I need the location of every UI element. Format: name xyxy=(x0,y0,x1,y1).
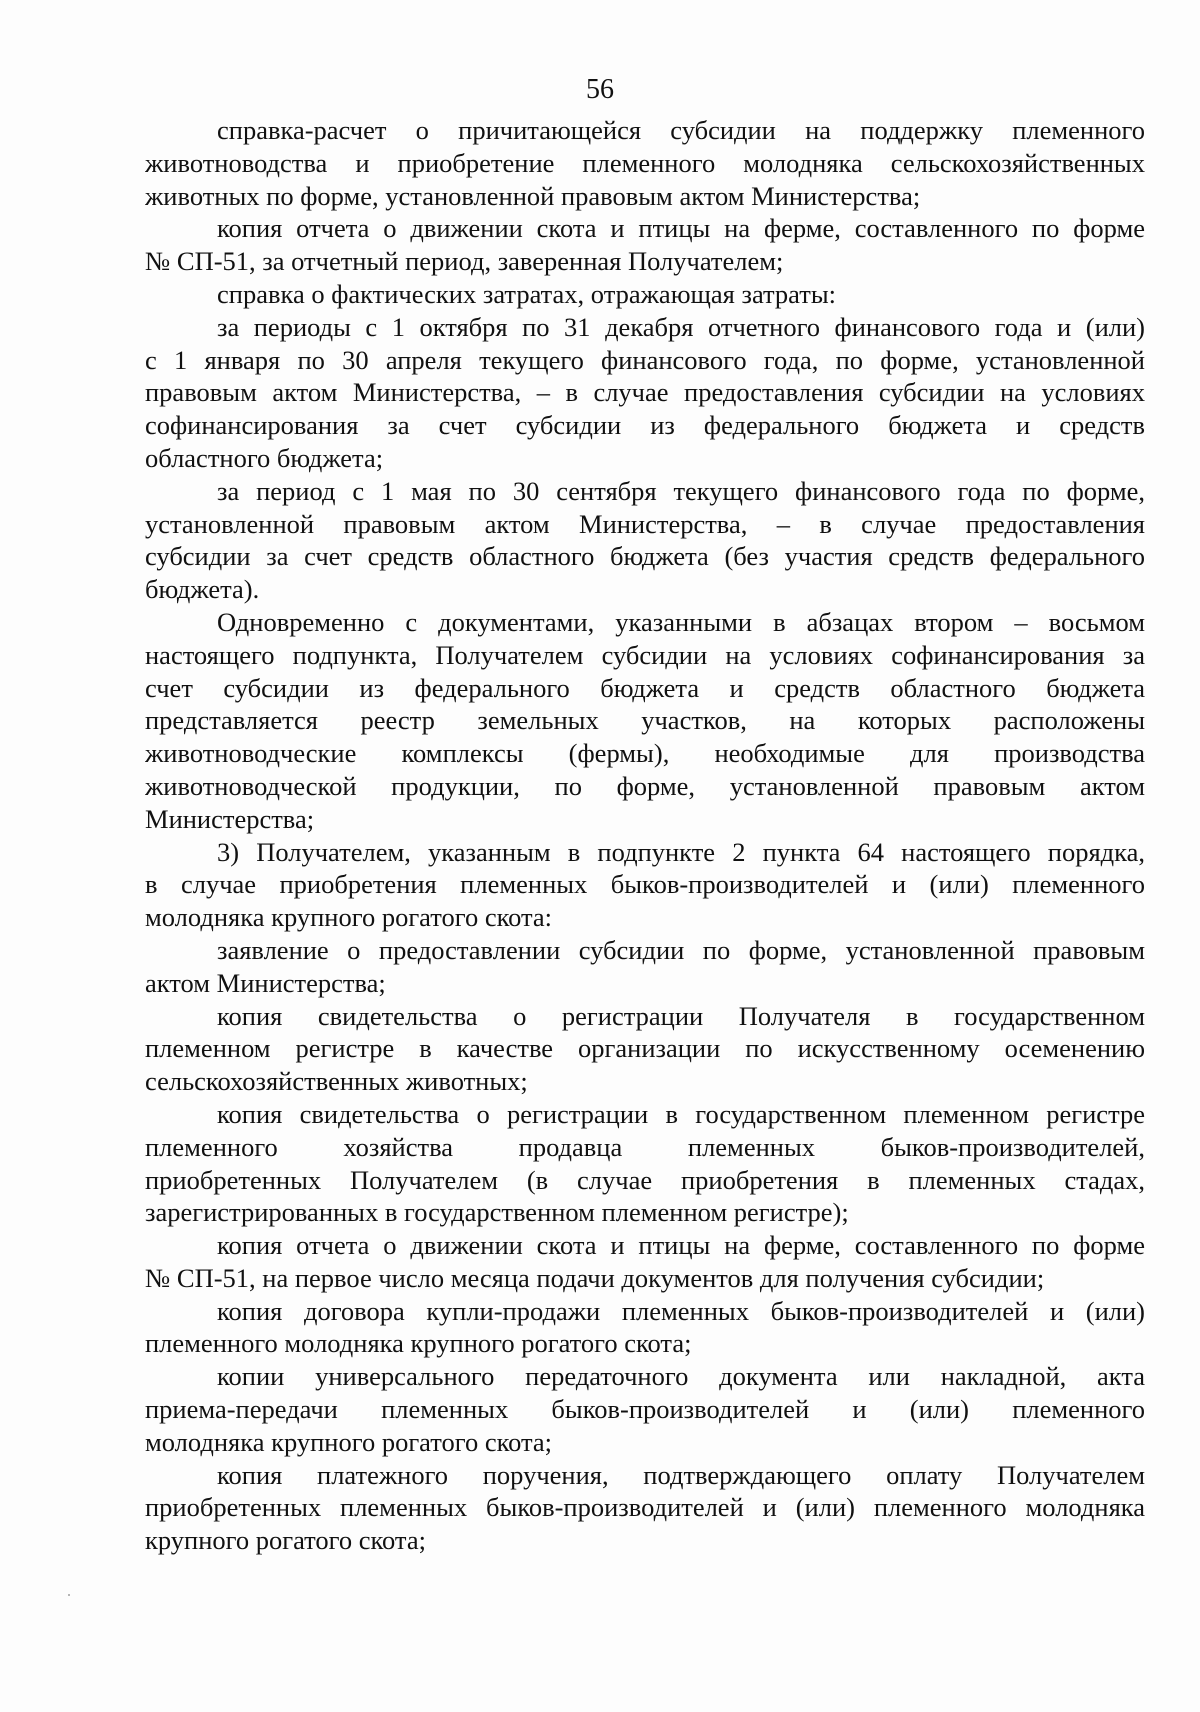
text-line: 3) Получателем, указанным в подпункте 2 пункта 64 настоящего порядка, xyxy=(217,836,1145,867)
paragraph xyxy=(145,278,1145,311)
text-line: племенного хозяйства продавца племенных быков-производителей, xyxy=(145,1131,1145,1162)
text-line: приема-передачи племенных быков-производителей и (или) племенного xyxy=(145,1394,1145,1425)
paragraph xyxy=(145,836,1145,934)
paragraph xyxy=(145,606,1145,836)
text-line: крупного рогатого скота; xyxy=(145,1525,426,1556)
text-line: животноводства и приобретение племенного молодняка сельскохозяйственных xyxy=(145,147,1145,178)
text-line: представляется реестр земельных участков, на которых расположены xyxy=(145,705,1145,736)
paragraph xyxy=(145,1229,1145,1295)
paragraph xyxy=(145,1295,1145,1361)
paragraph xyxy=(145,934,1145,1000)
text-line: заявление о предоставлении субсидии по форме, установленной правовым xyxy=(217,934,1145,965)
text-line: настоящего подпункта, Получателем субсидии на условиях софинансирования за xyxy=(145,639,1145,670)
text-line: № СП-51, на первое число месяца подачи документов для получения субсидии; xyxy=(145,1262,1045,1293)
text-line: Министерства; xyxy=(145,803,315,834)
text-line: копия платежного поручения, подтверждающего оплату Получателем xyxy=(217,1459,1145,1490)
text-line: копия договора купли-продажи племенных быков-производителей и (или) xyxy=(217,1295,1145,1326)
text-line: в случае приобретения племенных быков-производителей и (или) племенного xyxy=(145,869,1145,900)
scan-speck xyxy=(68,1594,70,1596)
text-line: за периоды с 1 октября по 31 декабря отчетного финансового года и (или) xyxy=(217,311,1145,342)
text-line: копия отчета о движении скота и птицы на ферме, составленного по форме xyxy=(217,1230,1145,1261)
text-line: приобретенных Получателем (в случае приобретения в племенных стадах, xyxy=(145,1164,1145,1195)
text-line: правовым актом Министерства, – в случае предоставления субсидии на условиях xyxy=(145,377,1145,408)
paragraph xyxy=(145,475,1145,606)
text-line: за период с 1 мая по 30 сентября текущего финансового года по форме, xyxy=(217,475,1145,506)
text-line: животноводческой продукции, по форме, установленной правовым актом xyxy=(145,770,1145,801)
text-line: установленной правовым актом Министерства, – в случае предоставления xyxy=(145,508,1145,539)
text-line: субсидии за счет средств областного бюджета (без участия средств федерального xyxy=(145,541,1145,572)
text-line: № СП-51, за отчетный период, заверенная Получателем; xyxy=(145,246,784,277)
text-line: бюджета). xyxy=(145,574,260,605)
text-line: копия отчета о движении скота и птицы на ферме, составленного по форме xyxy=(217,213,1145,244)
text-line: племенного молодняка крупного рогатого скота; xyxy=(145,1328,692,1359)
paragraph xyxy=(145,1360,1145,1458)
text-line: животноводческие комплексы (фермы), необходимые для производства xyxy=(145,738,1145,769)
text-line: копия свидетельства о регистрации в государственном племенном регистре xyxy=(217,1098,1145,1129)
paragraph xyxy=(145,114,1145,212)
text-line: Одновременно с документами, указанными в абзацах втором – восьмом xyxy=(217,606,1145,637)
paragraph xyxy=(145,1098,1145,1229)
page-number: 56 xyxy=(586,74,614,105)
paragraph xyxy=(145,1459,1145,1557)
text-line: животных по форме, установленной правовым актом Министерства; xyxy=(145,180,921,211)
text-line: актом Министерства; xyxy=(145,967,386,998)
text-line: софинансирования за счет субсидии из федерального бюджета и средств xyxy=(145,410,1145,441)
text-line: с 1 января по 30 апреля текущего финансового года, по форме, установленной xyxy=(145,344,1145,375)
text-line: молодняка крупного рогатого скота; xyxy=(145,1426,553,1457)
text-line: счет субсидии из федерального бюджета и средств областного бюджета xyxy=(145,672,1145,703)
text-line: справка о фактических затратах, отражающая затраты: xyxy=(217,278,836,309)
text-line: копии универсального передаточного документа или накладной, акта xyxy=(217,1361,1145,1392)
paragraph xyxy=(145,1000,1145,1098)
text-line: справка-расчет о причитающейся субсидии на поддержку племенного xyxy=(217,115,1145,145)
text-line: приобретенных племенных быков-производителей и (или) племенного молодняка xyxy=(145,1492,1145,1523)
paragraph xyxy=(145,212,1145,278)
text-line: молодняка крупного рогатого скота: xyxy=(145,902,553,933)
text-line: сельскохозяйственных животных; xyxy=(145,1066,528,1097)
paragraph xyxy=(145,311,1145,475)
text-line: племенном регистре в качестве организации по искусственному осеменению xyxy=(145,1033,1145,1064)
text-line: зарегистрированных в государственном племенном регистре); xyxy=(145,1197,849,1228)
document-body xyxy=(145,114,1145,1557)
text-line: копия свидетельства о регистрации Получателя в государственном xyxy=(217,1000,1145,1031)
text-line: областного бюджета; xyxy=(145,442,384,473)
